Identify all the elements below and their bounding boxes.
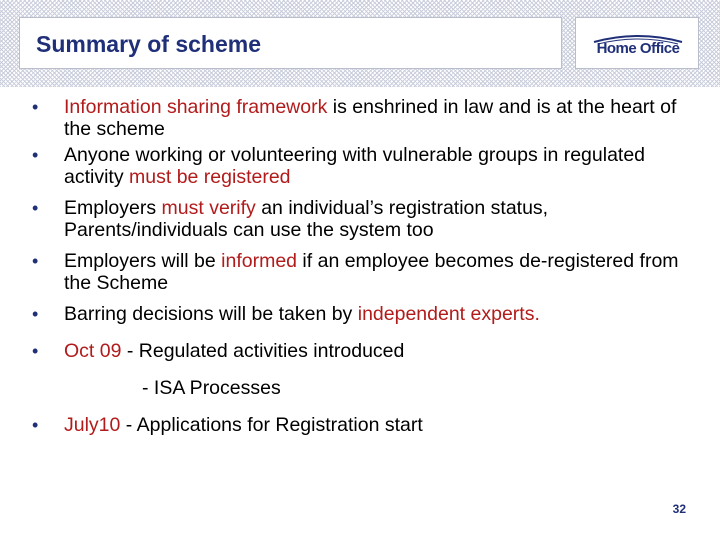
bullet-text: Barring decisions will be taken by [64, 303, 358, 325]
bullet-text: if an employee becomes de-registered from the Scheme [64, 250, 679, 294]
bullet-text: Anyone working or volunteering with vulnerable groups in regulated activity [64, 144, 646, 188]
bullet-text: is enshrined in law and is at the heart of the scheme [64, 96, 677, 140]
bullet-item [30, 340, 700, 362]
bullet-highlight: Information sharing framework [64, 96, 328, 118]
bullet-item [30, 250, 700, 294]
title-box [19, 17, 562, 69]
bullet-text: an individual’s registration status, Parents/individuals can use the system too [64, 197, 549, 241]
bullet-dot: • [32, 145, 39, 165]
bullet-item [30, 96, 700, 140]
bullet-dot: • [32, 251, 39, 271]
bullet-text: - ISA Processes [142, 377, 281, 399]
bullet-highlight: informed [221, 250, 298, 272]
bullet-dot: • [32, 415, 39, 435]
bullet-item [30, 197, 700, 241]
bullet-text: Employers [64, 197, 162, 219]
bullet-dot: • [32, 304, 39, 324]
bullet-list [30, 96, 700, 436]
bullet-item [30, 144, 700, 188]
bullet-text: - Regulated activities introduced [121, 340, 405, 362]
bullet-continuation [30, 377, 700, 399]
bullet-highlight: Oct 09 [64, 340, 122, 362]
bullet-highlight: July10 [64, 414, 121, 436]
bullet-item [30, 303, 700, 325]
header-pattern [0, 0, 720, 87]
bullet-text: Employers will be [64, 250, 222, 272]
bullet-dot: • [32, 341, 39, 361]
page-number: 32 [672, 502, 686, 516]
home-office-logo [575, 17, 699, 69]
slide-title: Summary of scheme [36, 31, 261, 57]
bullet-item [30, 414, 700, 436]
logo-text: Home Office [596, 40, 680, 57]
bullet-dot: • [32, 97, 39, 117]
bullet-dot: • [32, 198, 39, 218]
bullet-highlight: independent experts. [357, 303, 540, 325]
bullet-highlight: must verify [161, 197, 256, 219]
bullet-text: - Applications for Registration start [120, 414, 423, 436]
bullet-highlight: must be registered [129, 166, 291, 188]
